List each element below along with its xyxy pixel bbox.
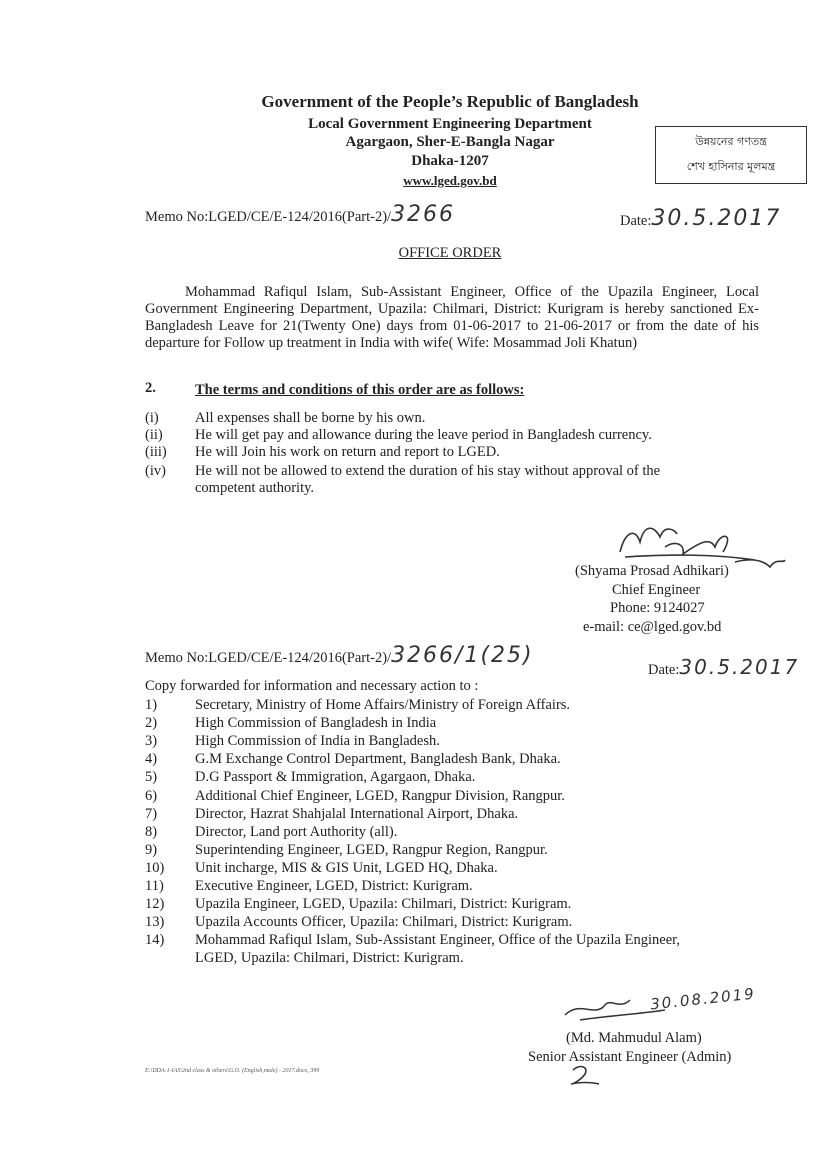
order-title: OFFICE ORDER [398,245,502,261]
header-line-4: Dhaka-1207 [411,153,489,169]
memo-1-date-label: Date: [620,213,652,229]
memo-2-date-value: 30.5.2017 [679,655,800,679]
slogan-box [655,126,807,184]
copy-item-text: Unit incharge, MIS & GIS Unit, LGED HQ, Dhaka. [195,859,498,876]
copy-item-number: 2) [145,715,158,732]
copy-forward-line: Copy forwarded for information and necessary action to : [145,678,479,694]
memo-1-date-value: 30.5.2017 [651,206,782,231]
copy-item-text: High Commission of Bangladesh in India [195,715,437,732]
copy-item-number: 14) [145,932,165,949]
memo-1-number: 3266 [391,202,456,227]
copy-item-text: Mohammad Rafiqul Islam, Sub-Assistant Engineer, Office of the Upazila Engineer, [195,932,680,949]
copy-item-number: 3) [145,733,158,750]
memo-2-number: 3266/1(25) [391,643,534,668]
slogan-line-2: শেখ হাসিনার মূলমন্ত্র [686,160,776,173]
copy-item-number: 1) [145,697,158,713]
signatory-1-name: (Shyama Prosad Adhikari) [575,563,729,579]
slogan-line-1: উন্নয়নের গণতন্ত্র [695,135,767,148]
copy-item-text: Executive Engineer, LGED, District: Kurigram. [195,878,473,894]
header-line-1: Government of the People’s Republic of Bangladesh [261,92,639,111]
signatory-1-phone: Phone: 9124027 [610,600,705,616]
handwritten-mark [565,1062,605,1088]
copy-item-text: High Commission of India in Bangladesh. [195,733,440,750]
memo-2-date [648,655,799,679]
memo-2-date-label: Date: [648,662,680,678]
terms-heading: The terms and conditions of this order are as follows: [195,382,525,398]
order-body: Mohammad Rafiqul Islam, Sub-Assistant Engineer, Office of the Upazila Engineer, Local Government Engineering Department, Upazila: Chilmari, District: Kurigram is hereby sanctioned Ex-Bangladesh Leave for 21(Twenty One) days from 01-06-2017 to 21-06-2017 or from the date of his departure for Follow up treatment in India with wife( Wife: Mosammad Joli Khatun) [145,284,759,351]
memo-1-label: Memo No:LGED/CE/E-124/2016(Part-2)/ [145,209,392,225]
footer-file-path: E:\DDA-1-IAS\2nd class & others\G.O. (English,male) - 2017.docx, 399 [145,1068,320,1074]
copy-item-text: Director, Hazrat Shahjalal International Airport, Dhaka. [195,805,519,822]
copy-item-number: 10) [145,859,165,876]
terms-item-text: He will Join his work on return and report to LGED. [195,444,500,460]
memo-1 [145,202,455,227]
terms-number: 2. [145,380,156,396]
terms-item-number: (ii) [145,427,163,443]
copy-item-text: Director, Land port Authority (all). [195,823,398,840]
copy-item-number: 7) [145,805,158,822]
copy-item-text: Upazila Accounts Officer, Upazila: Chilmari, District: Kurigram. [195,914,573,931]
copy-item-text: Superintending Engineer, LGED, Rangpur Region, Rangpur. [195,841,548,858]
copy-item-text: D.G Passport & Immigration, Agargaon, Dhaka. [195,769,476,786]
signatory-1-email: e-mail: ce@lged.gov.bd [583,619,722,635]
copy-item-number: 12) [145,896,165,913]
copy-item-number: 5) [145,769,158,786]
header-website: www.lged.gov.bd [403,173,497,188]
copy-item-text: LGED, Upazila: Chilmari, District: Kurigram. [195,950,464,967]
copy-item-number: 9) [145,841,158,858]
copy-item-number: 4) [145,751,158,768]
copy-item-number: 8) [145,823,158,840]
copy-item-text: Additional Chief Engineer, LGED, Rangpur Division, Rangpur. [195,787,565,804]
memo-2-label: Memo No:LGED/CE/E-124/2016(Part-2)/ [145,650,392,666]
copy-item-text: G.M Exchange Control Department, Bangladesh Bank, Dhaka. [195,751,561,768]
terms-item-text: He will not be allowed to extend the duration of his stay without approval of the [195,463,661,479]
signatory-1-title: Chief Engineer [612,582,701,598]
signatory-2-name: (Md. Mahmudul Alam) [566,1030,702,1046]
terms-item-text: All expenses shall be borne by his own. [195,410,426,426]
admin-sign-date: 30.08.2019 [649,984,757,1014]
copy-item-text: Upazila Engineer, LGED, Upazila: Chilmari, District: Kurigram. [195,896,572,913]
signatory-2-title: Senior Assistant Engineer (Admin) [528,1049,732,1065]
terms-item-number: (iv) [145,463,166,479]
terms-item-text: competent authority. [195,480,315,496]
header-line-2: Local Government Engineering Department [308,116,592,132]
copy-item-number: 13) [145,914,165,931]
header-line-3: Agargaon, Sher-E-Bangla Nagar [345,134,555,150]
memo-1-date [620,206,781,231]
terms-item-number: (i) [145,410,159,426]
copy-item-number: 11) [145,878,164,894]
terms-item-number: (iii) [145,444,167,460]
copy-item-number: 6) [145,787,158,804]
terms-item-text: He will get pay and allowance during the leave period in Bangladesh currency. [195,427,652,443]
copy-item-text: Secretary, Ministry of Home Affairs/Ministry of Foreign Affairs. [195,697,571,713]
memo-2 [145,643,534,668]
